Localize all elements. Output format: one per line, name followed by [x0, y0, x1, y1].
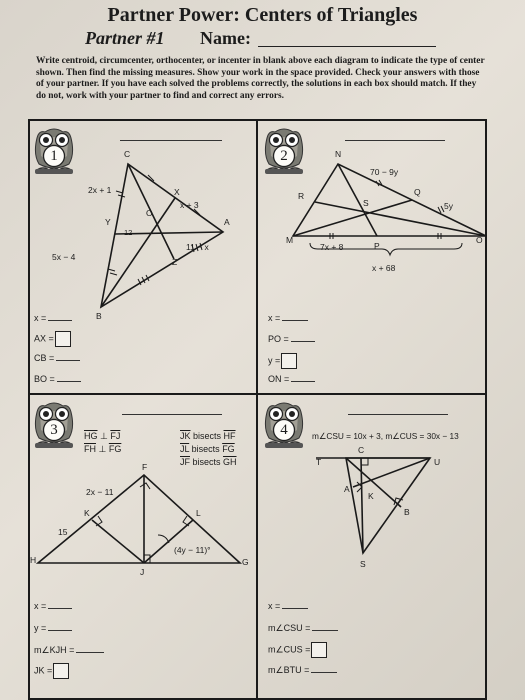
segment: $\overline{GH}$	[223, 457, 237, 467]
answer-row	[268, 353, 297, 369]
answer-row	[34, 353, 80, 363]
label-Z: Z	[172, 257, 178, 267]
answer-blank[interactable]	[291, 381, 315, 382]
label-7x-plus-8: 7x + 8	[320, 242, 344, 252]
answer-blank[interactable]	[48, 320, 72, 321]
label-15: 15	[58, 527, 68, 537]
answer-row	[268, 623, 338, 634]
answer-blank[interactable]	[56, 360, 80, 361]
label-2x-plus-1: 2x + 1	[88, 185, 112, 195]
answer-label: AX =	[34, 333, 54, 344]
label-M: M	[286, 235, 294, 245]
answer-row	[268, 334, 315, 344]
label-F: F	[142, 462, 148, 472]
answer-label: x =	[268, 313, 281, 323]
answer-row	[34, 645, 104, 656]
answer-label: x =	[268, 601, 281, 611]
answer-row	[268, 313, 308, 323]
label-Y: Y	[105, 217, 111, 227]
relation: ⊥	[97, 431, 111, 441]
partner-label: Partner #1	[85, 28, 165, 48]
label-4y-minus-11: (4y − 11)°	[174, 545, 211, 555]
label-J: J	[140, 567, 145, 577]
answer-label: m∠CUS =	[268, 644, 311, 655]
label-T: T	[316, 457, 322, 467]
segment: $\overline{HF}$	[223, 431, 236, 441]
answer-label: JK =	[34, 665, 53, 676]
answer-box[interactable]	[53, 663, 69, 679]
problem-number: 4	[280, 422, 288, 438]
answer-box[interactable]	[55, 331, 71, 347]
answer-blank[interactable]	[57, 381, 81, 382]
answer-box[interactable]	[281, 353, 297, 369]
answer-blank[interactable]	[282, 608, 308, 609]
answer-label: m∠KJH =	[34, 645, 75, 655]
answer-label: ON =	[268, 374, 290, 384]
label-R: R	[298, 191, 305, 201]
segment: $\overline{HG}$	[84, 431, 98, 441]
problem-number: 3	[50, 422, 58, 438]
relation: bisects	[190, 431, 224, 441]
answer-row	[34, 623, 72, 633]
label-5y: 5y	[444, 201, 453, 211]
relation: bisects	[189, 444, 223, 454]
label-S: S	[360, 559, 366, 569]
label-Q: Q	[414, 187, 421, 197]
label-L: L	[196, 508, 201, 518]
label-O: O	[476, 235, 483, 245]
relation: bisects	[190, 457, 224, 467]
answer-blank[interactable]	[311, 672, 337, 673]
label-U: U	[434, 457, 441, 467]
problem-number: 1	[50, 148, 58, 164]
label-C: C	[358, 445, 365, 455]
answer-row	[268, 374, 315, 384]
segment: $\overline{FG}$	[222, 444, 235, 454]
name-blank[interactable]	[258, 46, 436, 47]
label-12: 12	[124, 228, 133, 237]
worksheet-title: Partner Power: Centers of Triangles	[107, 4, 418, 26]
segment: $\overline{JL}$	[180, 444, 190, 454]
label-2x-minus-11: 2x − 11	[86, 487, 114, 497]
label-70-minus-9y: 70 − 9y	[370, 167, 399, 177]
label-K: K	[84, 508, 90, 518]
answer-box[interactable]	[311, 642, 327, 658]
instructions: Write centroid, circumcenter, orthocenter, or incenter in blank above each diagram to indicate the type of center shown. Then find the missing measures. Show your work in the space provided. Check your answers with those of your partner. If you have each solved the problems correctly, the solutions in each box should match. If they do not, work with your partner to find and correct any errors.	[36, 56, 485, 101]
answer-label: x =	[34, 313, 47, 323]
segment: $\overline{FH}$	[84, 444, 96, 454]
answer-label: y =	[268, 355, 281, 366]
answer-blank[interactable]	[48, 608, 72, 609]
answer-blank[interactable]	[291, 341, 315, 342]
segment: $\overline{JK}$	[180, 431, 191, 441]
answer-label: y =	[34, 623, 47, 633]
triangle-diagram-4	[258, 395, 487, 595]
answer-row	[268, 601, 308, 611]
label-P: P	[374, 241, 380, 251]
label-G: G	[242, 557, 249, 567]
answer-blank[interactable]	[76, 652, 104, 653]
segment: $\overline{JF}$	[180, 457, 190, 467]
label-N: N	[335, 149, 342, 159]
answer-label: x =	[34, 601, 47, 611]
answer-label: m∠BTU =	[268, 665, 310, 675]
answer-row	[34, 313, 72, 323]
answer-row	[34, 601, 72, 611]
answer-row	[34, 331, 71, 347]
answer-label: CB =	[34, 353, 55, 363]
label-K: K	[368, 491, 374, 501]
relation: ⊥	[96, 444, 109, 454]
label-11-minus-x: 11 − x	[186, 242, 209, 252]
answer-row	[268, 665, 337, 676]
label-B: B	[404, 507, 410, 517]
answer-label: BO =	[34, 374, 55, 384]
angle-condition: m∠CSU = 10x + 3, m∠CUS = 30x − 13	[312, 431, 459, 441]
answer-label: PO =	[268, 334, 289, 344]
answer-blank[interactable]	[48, 630, 72, 631]
label-x-plus-3: x + 3	[180, 200, 199, 210]
label-C: C	[124, 149, 131, 159]
answer-blank[interactable]	[282, 320, 308, 321]
answer-blank[interactable]	[312, 630, 338, 631]
answer-row	[34, 663, 69, 679]
problem-number: 2	[280, 148, 288, 164]
label-S: S	[363, 198, 369, 208]
label-A: A	[344, 484, 350, 494]
label-H: H	[30, 555, 37, 565]
answer-label: m∠CSU =	[268, 623, 311, 633]
triangle-diagram-3	[28, 395, 257, 595]
label-A: A	[224, 217, 230, 227]
label-B: B	[96, 311, 102, 321]
label-O: O	[146, 208, 153, 218]
name-label: Name:	[200, 28, 251, 48]
segment: $\overline{FG}$	[108, 444, 122, 454]
answer-row	[268, 642, 327, 658]
segment: $\overline{FJ}$	[110, 431, 121, 441]
label-x-plus-68: x + 68	[372, 263, 396, 273]
answer-row	[34, 374, 81, 384]
label-5x-minus-4: 5x − 4	[52, 252, 76, 262]
label-X: X	[174, 187, 180, 197]
